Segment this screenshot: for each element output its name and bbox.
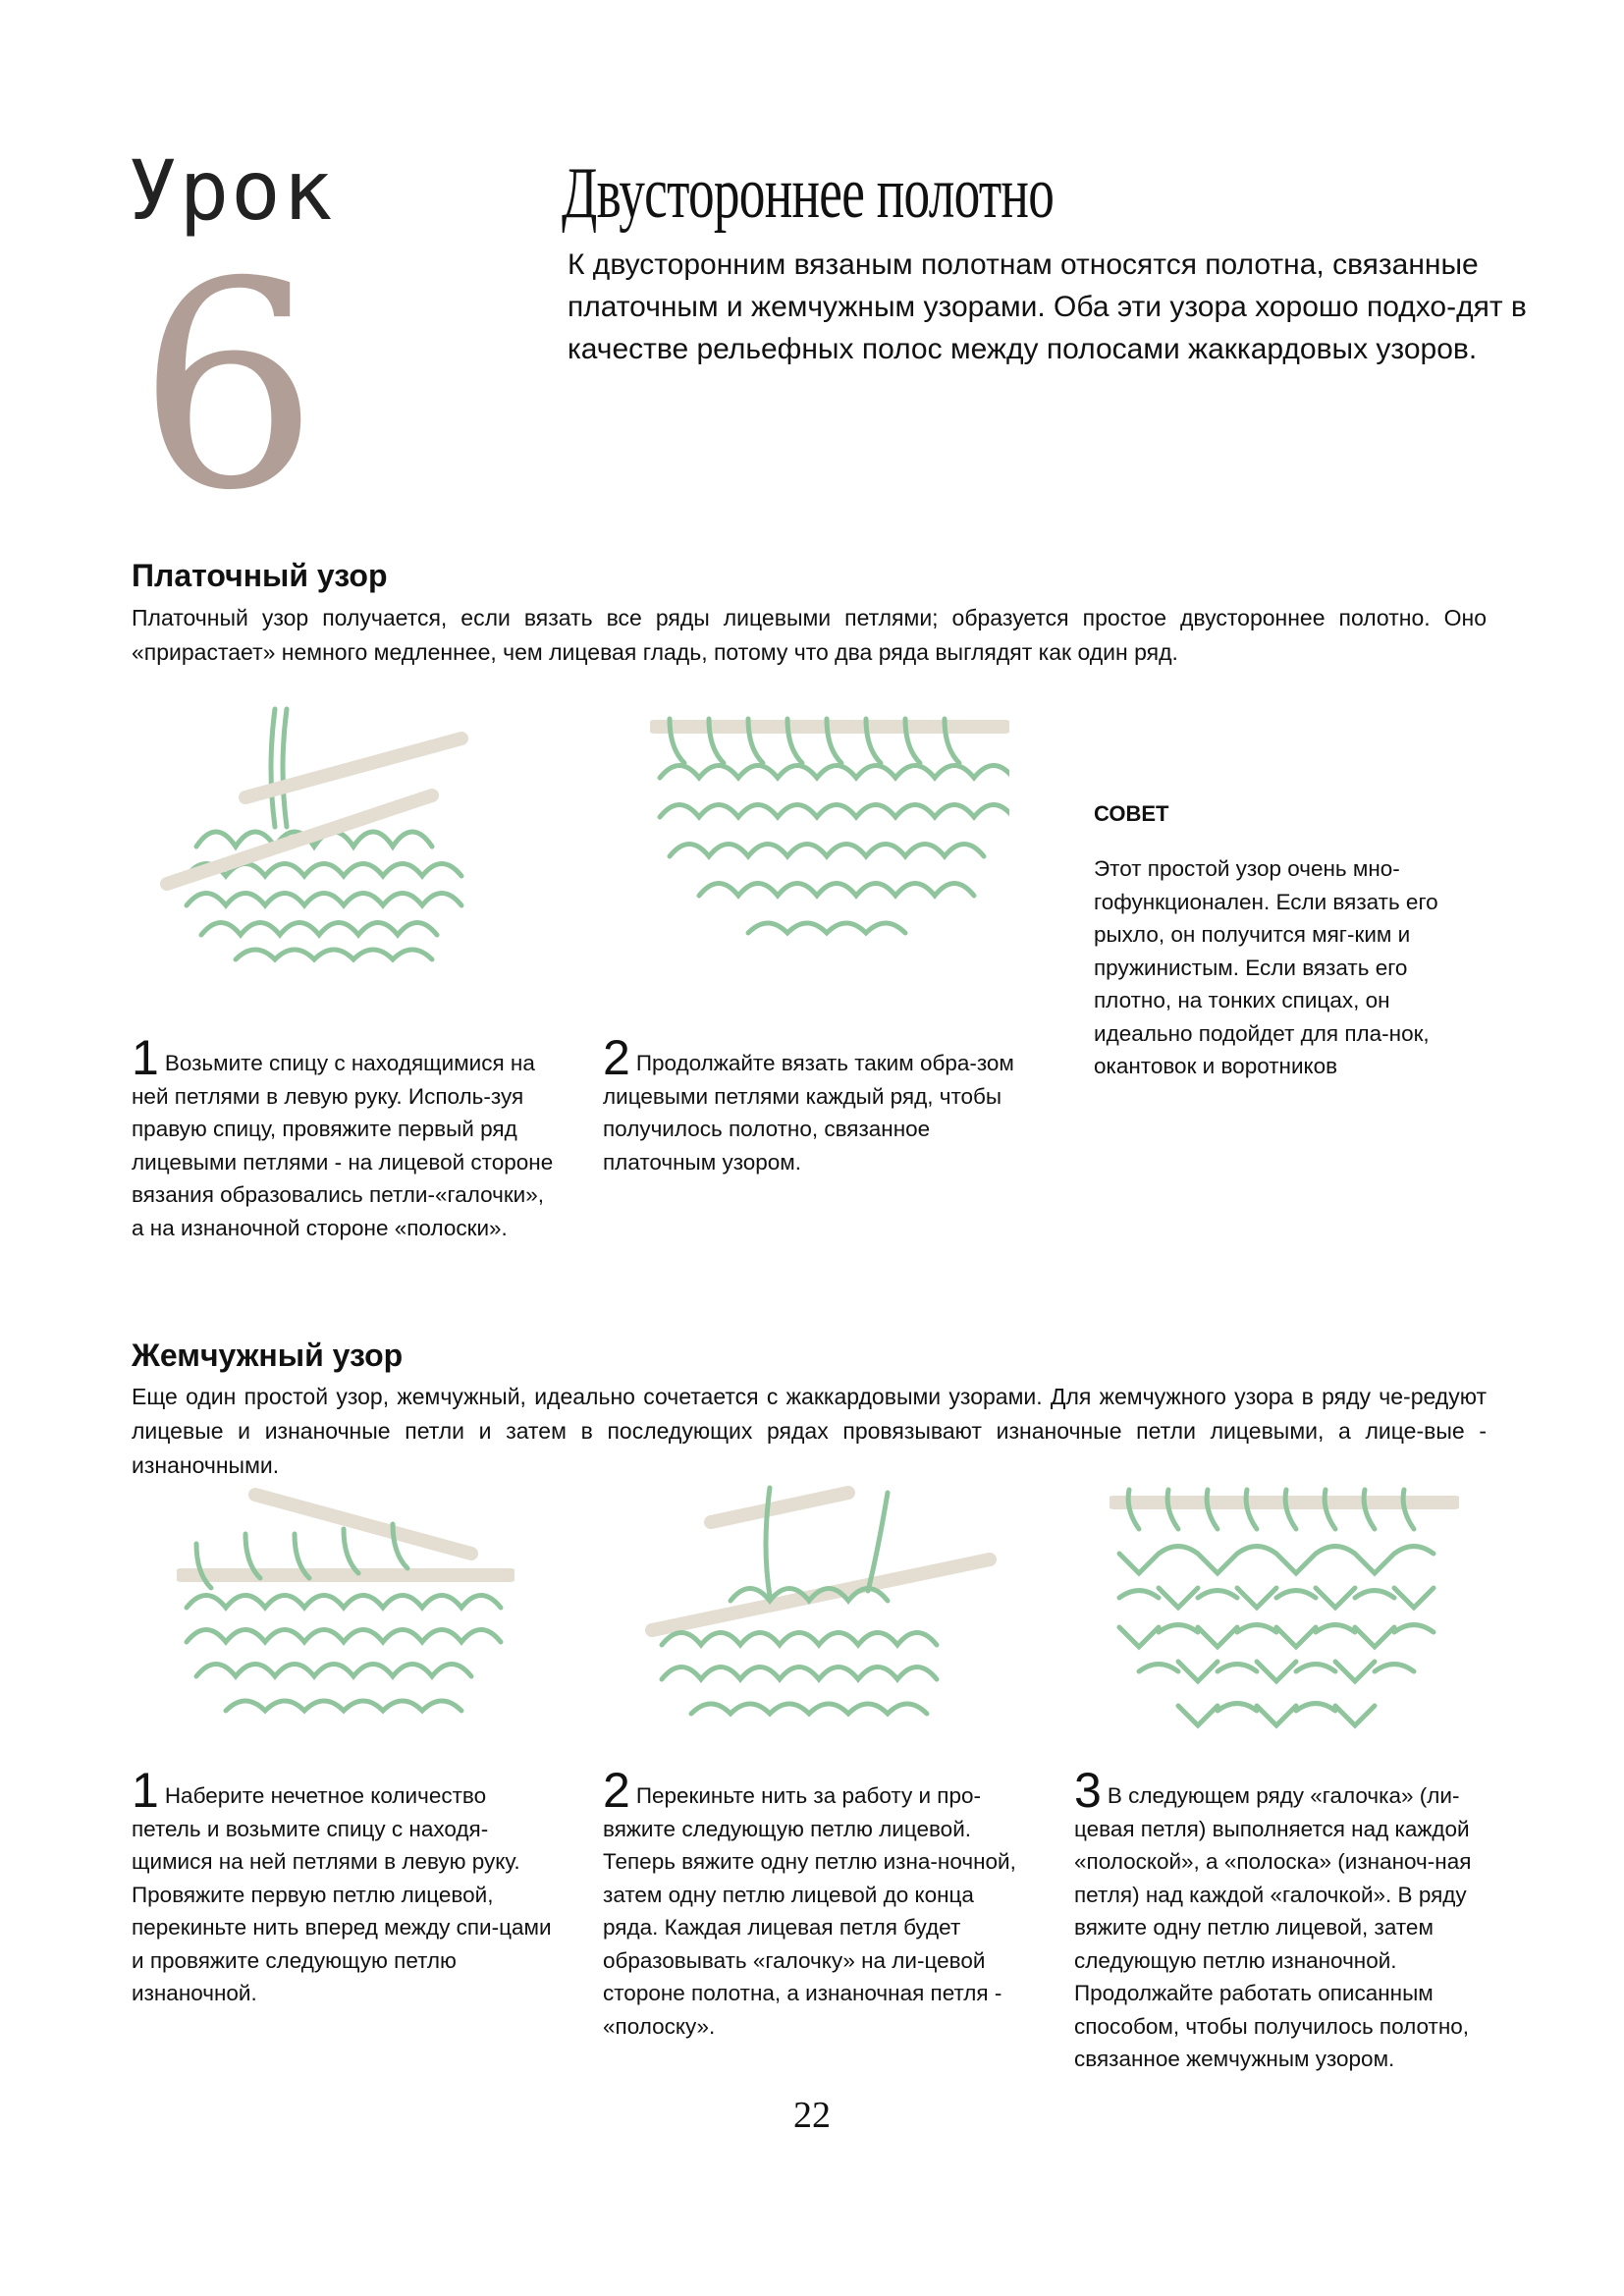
step-number: 2	[603, 1030, 630, 1085]
step-text: Возьмите спицу с находящимися на ней петлями в левую руку. Исполь-зуя правую спицу, провяжите первый ряд лицевыми петлями - на лицевой стороне вязания образовались петли-«галочки», а на изнаночной стороне «полоски».	[132, 1051, 554, 1240]
lesson-number: 6	[137, 222, 319, 553]
garter-step-1	[132, 1030, 554, 1244]
step-number: 1	[132, 1763, 159, 1818]
garter-step-2	[603, 1030, 1025, 1178]
garter-step2-illustration	[650, 709, 1009, 953]
tip-title: СОВЕТ	[1094, 801, 1169, 826]
seed-description: Еще один простой узор, жемчужный, идеально сочетается с жаккардовыми узорами. Для жемчужного узора в ряду че-редуют лицевые и изнаночные петли и затем в последующих рядах провязывают изнаночные петли лицевыми, а лице-вые - изнаночными.	[132, 1384, 1487, 1478]
page-number: 22	[793, 2095, 831, 2136]
step-text: Перекиньте нить за работу и про-вяжите следующую петлю лицевой. Теперь вяжите одну петлю изна-ночной, затем одну петлю лицевой до конца ряда. Каждая лицевая петля будет образовывать «галочку» на ли-цевой стороне полотна, а изнаночная петля - «полоску».	[603, 1783, 1016, 2039]
step-number: 1	[132, 1030, 159, 1085]
page-title: Двустороннее полотно	[562, 153, 1055, 234]
seed-step3-illustration	[1110, 1485, 1459, 1742]
seed-step-1	[132, 1763, 554, 2010]
intro-paragraph: К двусторонним вязаным полотнам относятся полотна, связанные платочным и жемчужным узорами. Оба эти узора хорошо подхо-дят в качестве рельефных полос между полосами жаккардовых узоров.	[568, 248, 1527, 365]
seed-step-2	[603, 1763, 1025, 2043]
step-number: 2	[603, 1763, 630, 1818]
tip-text: Этот простой узор очень мно-гофункционален. Если вязать его рыхло, он получится мяг-ким и пружинистым. Если вязать его плотно, на тонких спицах, он идеально подойдет для пла-нок, окантовок и воротников	[1094, 856, 1438, 1078]
seed-heading: Жемчужный узор	[132, 1338, 404, 1373]
garter-step1-illustration	[157, 699, 522, 990]
seed-step-3	[1074, 1763, 1496, 2076]
step-number: 3	[1074, 1763, 1102, 1818]
seed-step2-illustration	[642, 1473, 1000, 1734]
step-text: Наберите нечетное количество петель и возьмите спицу с находя-щимися на ней петлями в левую руку. Провяжите первую петлю лицевой, перекиньте нить вперед между спи-цами и провяжите следующую петлю изнаночной.	[132, 1783, 552, 2005]
step-text: Продолжайте вязать таким обра-зом лицевыми петлями каждый ряд, чтобы получилось полотно, связанное платочным узором.	[603, 1051, 1014, 1175]
seed-step1-illustration	[177, 1485, 514, 1742]
step-text: В следующем ряду «галочка» (ли-цевая петля) выполняется над каждой «полоской», а «полоска» (изнаноч-ная петля) над каждой «галочкой». В ряду вяжите одну петлю лицевой, затем следующую петлю изнаночной. Продолжайте работать описанным способом, чтобы получилось полотно, связанное жемчужным узором.	[1074, 1783, 1472, 2071]
lesson-label: Урок	[128, 142, 335, 239]
garter-description: Платочный узор получается, если вязать все ряды лицевыми петлями; образуется простое двустороннее полотно. Оно «прирастает» немного медленнее, чем лицевая гладь, потому что два ряда выглядят как один ряд.	[132, 605, 1487, 665]
garter-heading: Платочный узор	[132, 558, 388, 593]
